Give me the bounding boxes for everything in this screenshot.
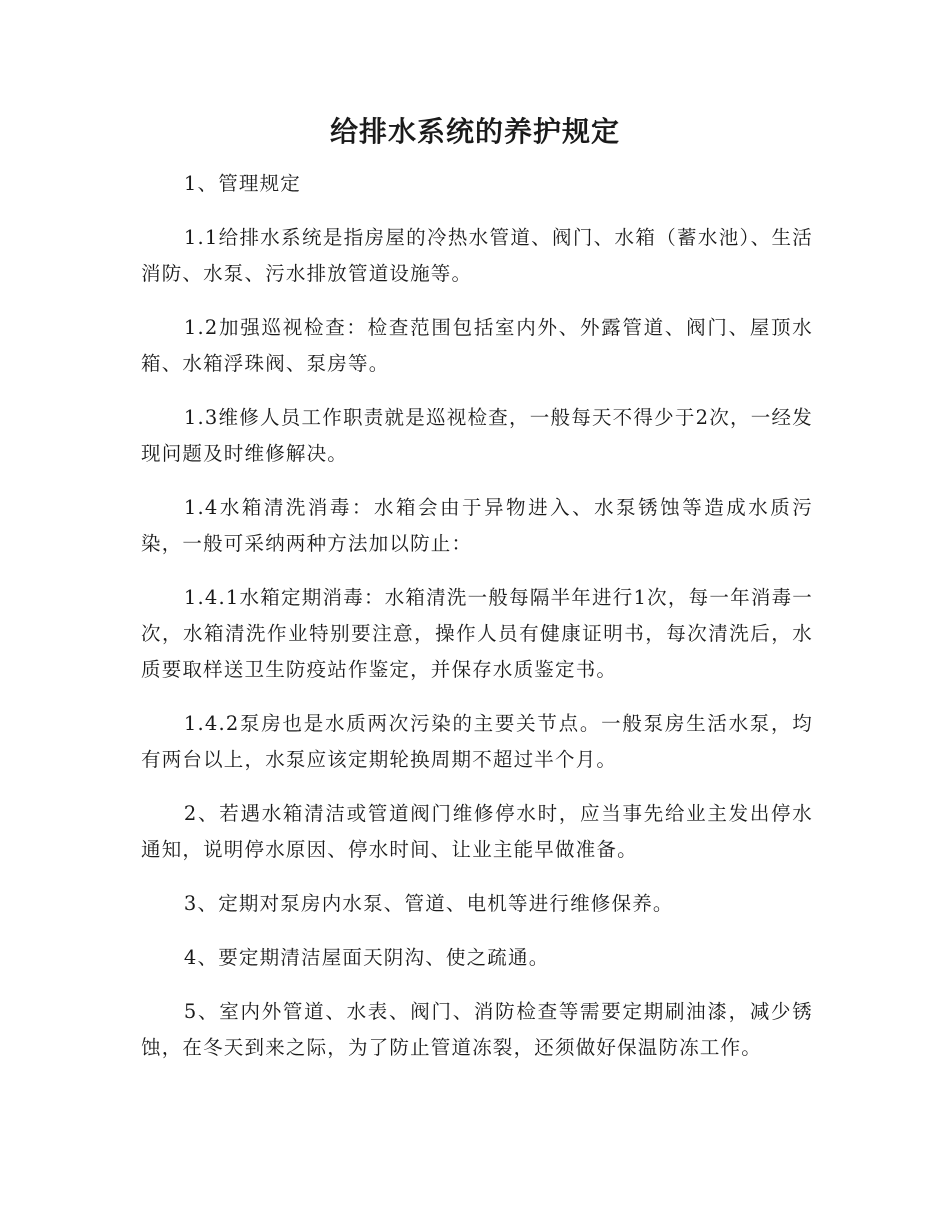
paragraph-1-4-1: 1.4.1水箱定期消毒：水箱清洗一般每隔半年进行1次，每一年消毒一次，水箱清洗作业特别要注意，操作人员有健康证明书，每次清洗后，水质要取样送卫生防疫站作鉴定，并保存水质鉴定书。	[141, 586, 813, 681]
paragraph-1-3: 1.3维修人员工作职责就是巡视检查，一般每天不得少于2次，一经发现问题及时维修解决。	[141, 406, 813, 465]
paragraph-1-2: 1.2加强巡视检查：检查范围包括室内外、外露管道、阀门、屋顶水箱、水箱浮珠阀、泵房等。	[141, 316, 813, 375]
paragraph-management-rules: 1、管理规定	[183, 172, 301, 195]
paragraph-1-4-2: 1.4.2泵房也是水质两次污染的主要关节点。一般泵房生活水泵，均有两台以上，水泵应该定期轮换周期不超过半个月。	[141, 712, 813, 771]
paragraph-3: 3、定期对泵房内水泵、管道、电机等进行维修保养。	[183, 892, 674, 915]
document-title: 给排水系统的养护规定	[329, 115, 620, 148]
document-body	[141, 166, 813, 1084]
paragraph-1-1: 1.1给排水系统是指房屋的冷热水管道、阀门、水箱（蓄水池）、生活消防、水泵、污水排放管道设施等。	[141, 226, 813, 285]
paragraph-5: 5、室内外管道、水表、阀门、消防检查等需要定期刷油漆，减少锈蚀，在冬天到来之际，为了防止管道冻裂，还须做好保温防冻工作。	[141, 1000, 813, 1059]
paragraph-2: 2、若遇水箱清洁或管道阀门维修停水时，应当事先给业主发出停水通知，说明停水原因、停水时间、让业主能早做准备。	[141, 802, 813, 861]
paragraph-4: 4、要定期清洁屋面天阴沟、使之疏通。	[183, 946, 550, 969]
paragraph-1-4: 1.4水箱清洗消毒：水箱会由于异物进入、水泵锈蚀等造成水质污染，一般可采纳两种方法加以防止：	[141, 496, 813, 555]
